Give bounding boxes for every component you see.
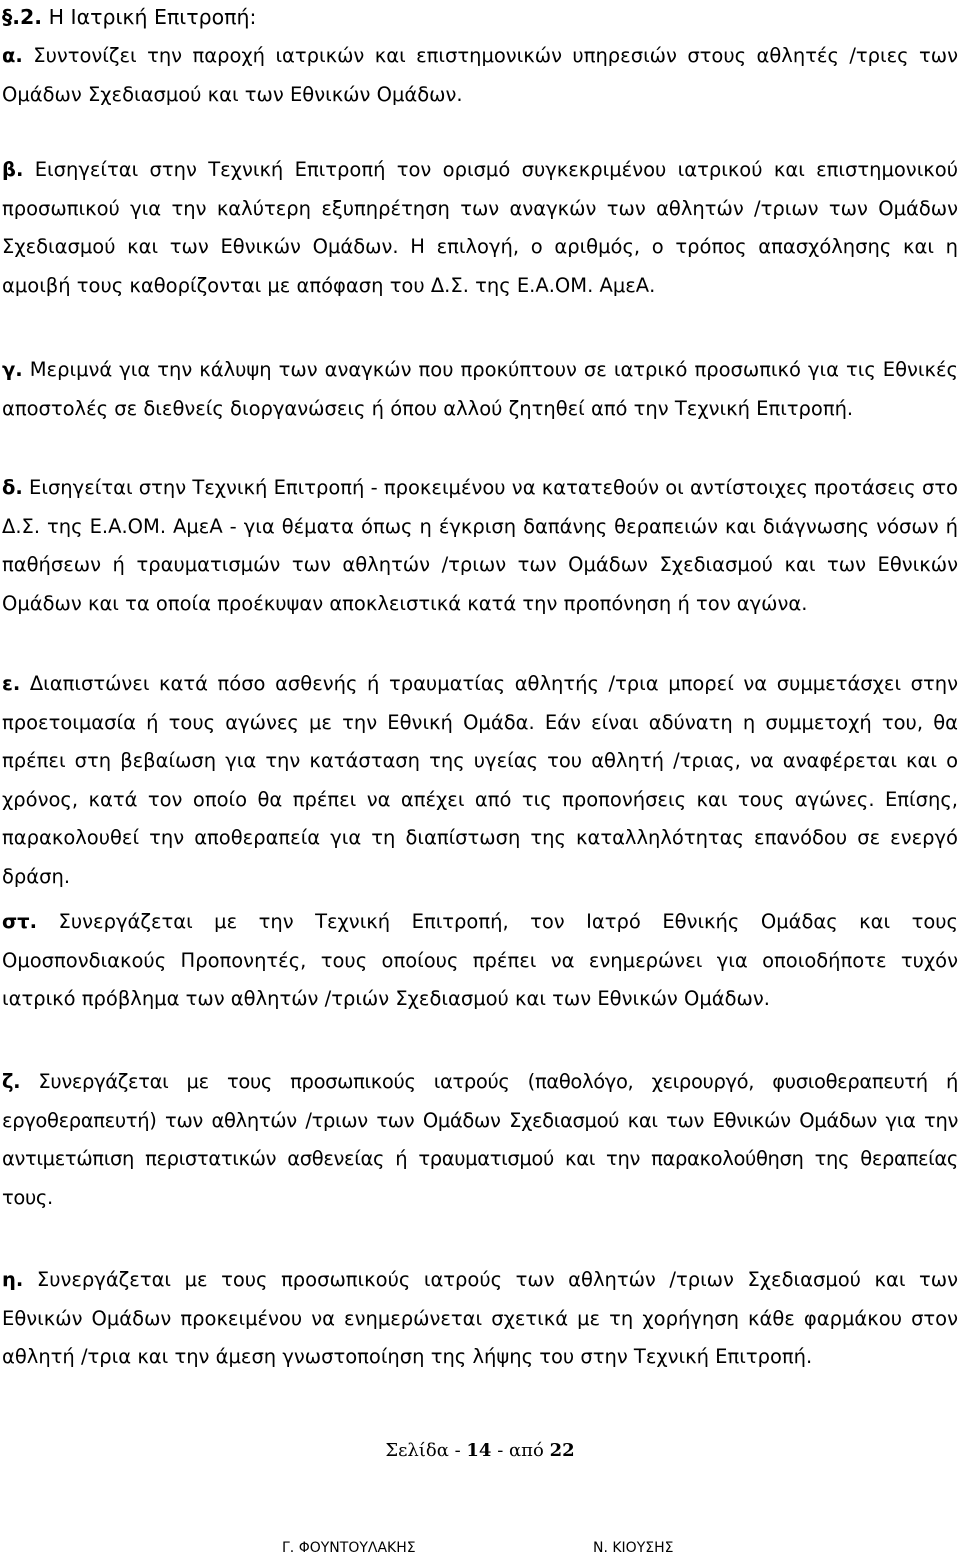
paragraph-eta — [2, 1261, 958, 1377]
paragraph-label: ζ. — [2, 1070, 21, 1093]
current-page-number: 14 — [466, 1440, 492, 1461]
paragraph-beta — [2, 151, 958, 305]
paragraph-epsilon — [2, 665, 958, 896]
paragraph-text: Συνεργάζεται με την Τεχνική Επιτροπή, τον Ιατρό Εθνικής Ομάδας και τους Ομοσπονδιακούς Προπονητές, τους οποίους πρέπει να ενημερώνει για οποιοδήποτε τυχόν ιατρικό πρόβλημα των αθλητών /τριών Σχεδιασμού και των Εθνικών Ομάδων. — [2, 910, 959, 1010]
paragraph-text: Συνεργάζεται με τους προσωπικούς ιατρούς των αθλητών /τριων Σχεδιασμού και των Εθνικών Ομάδων προκειμένου να ενημερώνεται σχετικά με τη χορήγηση κάθε φαρμάκου στον αθλητή /τρια και την άμεση γνωστοποίηση της λήψης του στην Τεχνική Επιτροπή. — [2, 1268, 958, 1368]
page-number-footer — [0, 1439, 960, 1463]
paragraph-label: γ. — [2, 358, 23, 381]
signature-left: Γ. ΦΟΥΝΤΟΥΛΑΚΗΣ — [282, 1540, 416, 1556]
section-title: Η Ιατρική Επιτροπή: — [48, 5, 257, 29]
page-prefix: Σελίδα - — [385, 1440, 461, 1461]
paragraph-text: Εισηγείται στην Τεχνική Επιτροπή - προκειμένου να κατατεθούν οι αντίστοιχες προτάσεις στο Δ.Σ. της Ε.Α.ΟΜ. ΑμεΑ - για θέματα όπως η έγκριση δαπάνης θεραπειών και διάγνωσης νόσων ή παθήσεων ή τραυματισμών των αθλητών /τριων των Ομάδων Σχεδιασμού και των Εθνικών Ομάδων και τα οποία προέκυψαν αποκλειστικά κατά την προπόνηση ή τον αγώνα. — [2, 476, 958, 615]
paragraph-alpha — [2, 37, 958, 114]
paragraph-label: ε. — [2, 672, 21, 695]
paragraph-text: Διαπιστώνει κατά πόσο ασθενής ή τραυματίας αθλητής /τρια μπορεί να συμμετάσχει στην προετοιμασία ή τους αγώνες με την Εθνική Ομάδα. Εάν είναι αδύνατη η συμμετοχή του, θα πρέπει στη βεβαίωση για την κατάσταση της υγείας του αθλητή /τριας, να αναφέρεται και ο χρόνος, κατά τον οποίο θα πρέπει να απέχει από τις προπονήσεις και τους αγώνες. Επίσης, παρακολουθεί την αποθεραπεία για τη διαπίστωση της καταλληλότητας επανόδου σε ενεργό δράση. — [2, 672, 958, 888]
paragraph-text: Συνεργάζεται με τους προσωπικούς ιατρούς (παθολόγο, χειρουργό, φυσιοθεραπευτή ή εργοθεραπευτή) των αθλητών /τριων των Ομάδων Σχεδιασμού και των Εθνικών Ομάδων για την αντιμετώπιση περιστατικών ασθενείας ή τραυματισμού και την παρακολούθηση της θεραπείας τους. — [2, 1070, 958, 1209]
paragraph-label: στ. — [2, 910, 38, 933]
paragraph-label: η. — [2, 1268, 24, 1291]
paragraph-text: Μεριμνά για την κάλυψη των αναγκών που προκύπτουν σε ιατρικό προσωπικό για τις Εθνικές αποστολές σε διεθνείς διοργανώσεις ή όπου αλλού ζητηθεί από την Τεχνική Επιτροπή. — [2, 358, 958, 420]
signature-right: Ν. ΚΙΟΥΣΗΣ — [593, 1540, 674, 1556]
section-marker: §.2. — [2, 5, 43, 29]
paragraph-label: α. — [2, 44, 23, 67]
paragraph-zeta — [2, 1063, 958, 1217]
paragraph-stigma — [2, 903, 958, 1019]
paragraph-text: Εισηγείται στην Τεχνική Επιτροπή τον ορισμό συγκεκριμένου ιατρικού και επιστημονικού προσωπικού για την καλύτερη εξυπηρέτηση των αναγκών των αθλητών /τριων των Ομάδων Σχεδιασμού και των Εθνικών Ομάδων. Η επιλογή, ο αριθμός, ο τρόπος απασχόλησης και η αμοιβή τους καθορίζονται με απόφαση του Δ.Σ. της Ε.Α.ΟΜ. ΑμεΑ. — [2, 158, 959, 297]
paragraph-gamma — [2, 351, 958, 428]
paragraph-text: Συντονίζει την παροχή ιατρικών και επιστημονικών υπηρεσιών στους αθλητές /τριες των Ομάδων Σχεδιασμού και των Εθνικών Ομάδων. — [2, 44, 958, 106]
page-middle: - από — [497, 1440, 544, 1461]
paragraph-delta — [2, 469, 958, 623]
total-pages: 22 — [549, 1440, 575, 1461]
paragraph-label: β. — [2, 158, 24, 181]
section-heading — [2, 2, 256, 32]
paragraph-label: δ. — [2, 476, 23, 499]
